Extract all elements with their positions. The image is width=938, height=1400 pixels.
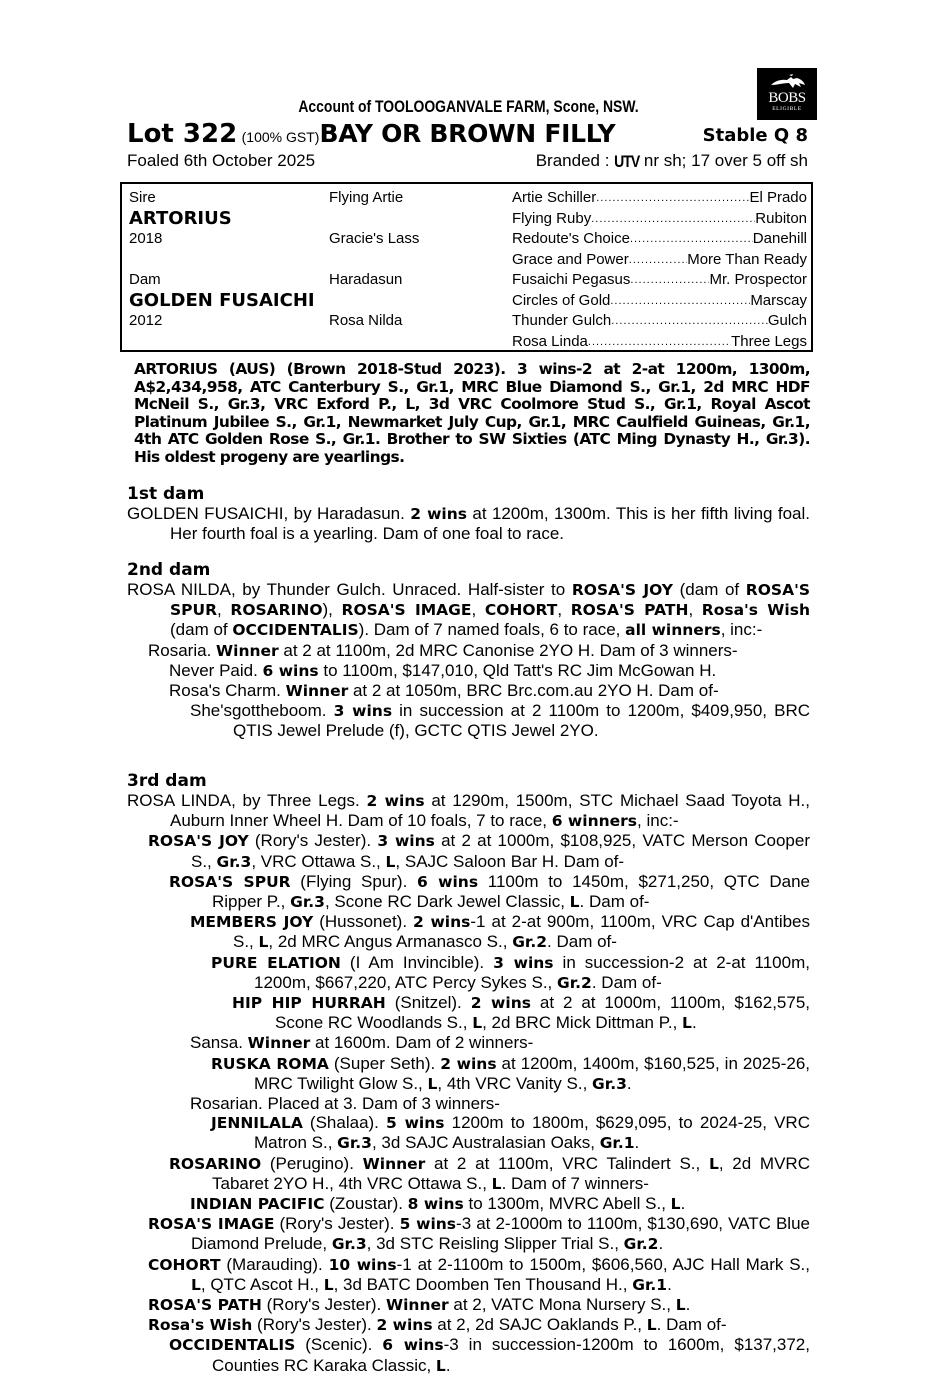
bold-highlight: Winner	[247, 1034, 311, 1053]
dam-label: Dam	[129, 271, 161, 288]
branded-detail: nr sh; 17 over 5 off sh	[639, 151, 808, 170]
section-heading: 1st dam	[127, 484, 205, 504]
lot-title-row	[127, 119, 810, 149]
bold-highlight: Winner	[386, 1296, 449, 1315]
brand-mark-icon: UTV	[614, 151, 640, 171]
bold-highlight: COHORT	[148, 1255, 221, 1274]
branded-label: Branded :	[535, 151, 615, 170]
bold-highlight: all winners	[625, 621, 721, 640]
second-dam-progeny	[127, 641, 810, 741]
stable-location: Stable Q 8	[702, 125, 808, 146]
bold-highlight: Winner	[362, 1154, 426, 1173]
bold-highlight: L	[491, 1174, 502, 1193]
dam-name: GOLDEN FUSAICHI	[129, 289, 315, 311]
bold-highlight: OCCIDENTALIS	[232, 621, 359, 640]
bold-highlight: L	[435, 1356, 446, 1375]
progeny-entry: ROSA'S PATH (Rory's Jester). Winner at 2, VATC Mona Nursery S., L.	[148, 1295, 691, 1315]
progeny-entry: Rosa's Wish (Rory's Jester). 2 wins at 2, 2d SAJC Oaklands P., L. Dam of-	[148, 1315, 727, 1335]
lot-number: Lot 322	[127, 119, 238, 149]
third-dam-section	[127, 772, 810, 1376]
third-dam-intro: ROSA LINDA, by Three Legs. 2 wins at 1290m, 1500m, STC Michael Saad Toyota H., Auburn Inner Wheel H. Dam of 10 foals, 7 to race, 6 winners, inc:-	[127, 791, 810, 831]
progeny-entry: ROSA'S IMAGE (Rory's Jester). 5 wins-3 at 2-1000m to 1100m, $130,690, VATC Blue Diamond Prelude, Gr.3, 3d STC Reisling Slipper Trial S., Gr.2.	[148, 1214, 810, 1254]
second-dam-intro: ROSA NILDA, by Thunder Gulch. Unraced. Half-sister to ROSA'S JOY (dam of ROSA'S SPUR, ROSARINO), ROSA'S IMAGE, COHORT, ROSA'S PATH, Rosa's Wish (dam of OCCIDENTALIS). Dam of 7 named foals, 6 to race, all winners, inc:-	[127, 580, 810, 640]
bold-highlight: L	[323, 1275, 334, 1294]
progeny-entry: Rosa's Charm. Winner at 2 at 1050m, BRC Brc.com.au 2YO H. Dam of-	[169, 681, 719, 701]
great-grandparent: Fusaichi Pegasus ..... Mr. Prospector	[512, 270, 807, 291]
bold-highlight: ROSA'S SPUR	[169, 872, 291, 891]
bold-highlight: Gr.3	[216, 852, 252, 871]
bold-highlight: Gr.2	[512, 933, 548, 952]
progeny-entry: ROSARINO (Perugino). Winner at 2 at 1100m, VRC Talindert S., L, 2d MVRC Tabaret 2YO H., 4th VRC Ottawa S., L. Dam of 7 winners-	[169, 1153, 810, 1193]
vendor-account: Account of TOOLOOGANVALE FARM, Scone, NSW.	[298, 97, 639, 116]
bold-highlight: 2 wins	[410, 505, 467, 523]
bold-highlight: L	[472, 1014, 483, 1033]
bold-highlight: RUSKA ROMA	[211, 1054, 329, 1073]
second-dam-section	[127, 561, 810, 741]
bold-highlight: L	[569, 893, 580, 912]
progeny-entry: MEMBERS JOY (Hussonet). 2 wins-1 at 2-at 900m, 1100m, VRC Cap d'Antibes S., L, 2d MRC Angus Armanasco S., Gr.2. Dam of-	[190, 912, 811, 952]
bold-highlight: 2 wins	[413, 913, 471, 932]
bold-highlight: 6 winners	[551, 812, 638, 831]
bold-highlight: L	[385, 852, 396, 871]
bold-highlight: Gr.3	[592, 1074, 627, 1093]
bold-highlight: ROSARINO	[230, 601, 323, 620]
sire-label: Sire	[129, 189, 156, 206]
bold-highlight: L	[258, 933, 269, 952]
bold-highlight: Winner	[285, 682, 349, 701]
pedigree-table	[120, 182, 813, 352]
bold-highlight: OCCIDENTALIS	[169, 1336, 296, 1355]
bold-highlight: ROSA'S SPUR	[170, 581, 810, 620]
section-heading: 3rd dam	[127, 771, 207, 791]
great-grandparent: Rosa Linda ..... Three Legs	[512, 332, 807, 353]
bold-highlight: L	[427, 1074, 438, 1093]
bold-highlight: ROSA'S IMAGE	[341, 601, 472, 620]
bold-highlight: 8 wins	[407, 1195, 464, 1214]
third-dam-progeny	[127, 831, 810, 1375]
bold-highlight: JENNILALA	[211, 1114, 303, 1133]
progeny-entry: She'sgottheboom. 3 wins in succession at 2 1100m to 1200m, $409,950, BRC QTIS Jewel Prelude (f), GCTC QTIS Jewel 2YO.	[190, 701, 810, 741]
gst-note: (100% GST)	[241, 129, 320, 145]
bold-highlight: INDIAN PACIFIC	[190, 1195, 325, 1214]
bold-highlight: 2 wins	[366, 792, 425, 810]
bold-highlight: Gr.2	[623, 1235, 659, 1254]
logo-text-bobs: BOBS	[768, 90, 806, 106]
bold-highlight: Gr.1	[632, 1275, 668, 1294]
logo-text-eligible: ELIGIBLE	[772, 106, 802, 112]
bobs-eligible-logo	[757, 68, 817, 120]
sire-year: 2018	[129, 230, 163, 247]
bold-highlight: L	[682, 1014, 692, 1033]
bold-highlight: 6 wins	[382, 1336, 444, 1355]
bold-highlight: Gr.3	[337, 1134, 372, 1153]
bold-highlight: 2 wins	[440, 1054, 497, 1073]
bold-highlight: Gr.3	[331, 1235, 367, 1254]
bold-highlight: Gr.3	[290, 893, 325, 912]
first-dam-section	[127, 485, 810, 543]
bold-highlight: L	[708, 1154, 719, 1173]
bold-highlight: L	[675, 1296, 686, 1315]
bold-highlight: 5 wins	[399, 1215, 457, 1234]
foaled-row	[127, 151, 810, 171]
pedigree-parents	[129, 188, 329, 332]
bold-highlight: 3 wins	[333, 702, 393, 721]
great-grandparent: Flying Ruby ..... Rubiton	[512, 209, 807, 230]
branding	[536, 151, 808, 171]
great-grandparent: Thunder Gulch ..... Gulch	[512, 311, 807, 332]
bold-highlight: L	[670, 1195, 681, 1214]
great-grandparent: Artie Schiller ..... El Prado	[512, 188, 807, 209]
progeny-entry: ROSA'S JOY (Rory's Jester). 3 wins at 2 at 1000m, $108,925, VATC Merson Cooper S., Gr.3, VRC Ottawa S., L, SAJC Saloon Bar H. Dam of-	[148, 831, 810, 871]
pedigree-great-grandparents	[512, 188, 807, 352]
bold-highlight: 5 wins	[386, 1114, 445, 1133]
grandparent: Gracie's Lass	[329, 230, 420, 247]
bold-highlight: Rosa's Wish	[701, 601, 810, 620]
great-grandparent: Grace and Power ..... More Than Ready	[512, 250, 807, 271]
dam-year: 2012	[129, 312, 163, 329]
pedigree-grandparents	[329, 188, 509, 332]
bold-highlight: HIP HIP HURRAH	[232, 994, 386, 1013]
bold-highlight: ROSA'S JOY	[571, 581, 673, 599]
bold-highlight: ROSA'S IMAGE	[148, 1215, 275, 1234]
progeny-entry: INDIAN PACIFIC (Zoustar). 8 wins to 1300m, MVRC Abell S., L.	[190, 1194, 686, 1214]
bold-highlight: 2 wins	[376, 1316, 433, 1335]
great-grandparent: Redoute's Choice ..... Danehill	[512, 229, 807, 250]
sire-name: ARTORIUS	[129, 207, 232, 229]
bold-highlight: Gr.1	[599, 1134, 635, 1153]
bold-highlight: 6 wins	[417, 872, 479, 891]
bold-highlight: ROSA'S JOY	[148, 832, 249, 851]
bold-highlight: 3 wins	[493, 953, 554, 972]
bold-highlight: Gr.2	[557, 973, 592, 992]
foaled-date: Foaled 6th October 2025	[127, 151, 316, 170]
section-heading: 2nd dam	[127, 560, 211, 580]
bold-highlight: ROSARINO	[169, 1154, 262, 1173]
grandparent: Haradasun	[329, 271, 403, 288]
bold-highlight: L	[646, 1316, 657, 1335]
progeny-entry: OCCIDENTALIS (Scenic). 6 wins-3 in succession-1200m to 1600m, $137,372, Counties RC Karaka Classic, L.	[169, 1335, 810, 1375]
progeny-entry: RUSKA ROMA (Super Seth). 2 wins at 1200m, 1400m, $160,525, in 2025-26, MRC Twilight Glow S., L, 4th VRC Vanity S., Gr.3.	[211, 1053, 810, 1093]
bold-highlight: Rosa's Wish	[148, 1316, 253, 1335]
bobs-horse-icon	[767, 73, 807, 91]
progeny-entry: HIP HIP HURRAH (Snitzel). 2 wins at 2 at 1000m, 1100m, $162,575, Scone RC Woodlands S., L, 2d BRC Mick Dittman P., L.	[232, 993, 811, 1033]
bold-highlight: 3 wins	[377, 832, 435, 851]
bold-highlight: COHORT	[484, 601, 558, 620]
progeny-entry: COHORT (Marauding). 10 wins-1 at 2-1100m to 1500m, $606,560, AJC Hall Mark S., L, QTC Ascot H., L, 3d BATC Doomben Ten Thousand H., Gr.1.	[148, 1254, 810, 1294]
bold-highlight: ROSA'S PATH	[148, 1296, 262, 1315]
bold-highlight: 6 wins	[262, 661, 319, 680]
bold-highlight: 10 wins	[328, 1255, 397, 1274]
progeny-entry: Rosarian. Placed at 3. Dam of 3 winners-	[190, 1094, 500, 1114]
bold-highlight: ROSA'S PATH	[570, 601, 689, 620]
progeny-entry: JENNILALA (Shalaa). 5 wins 1200m to 1800m, $629,095, to 2024-25, VRC Matron S., Gr.3, 3d SAJC Australasian Oaks, Gr.1.	[211, 1113, 810, 1153]
grandparent: Rosa Nilda	[329, 312, 403, 329]
bold-highlight: 2 wins	[470, 994, 531, 1013]
progeny-entry: Sansa. Winner at 1600m. Dam of 2 winners-	[190, 1033, 534, 1053]
bold-highlight: Winner	[216, 641, 279, 660]
first-dam-text: GOLDEN FUSAICHI, by Haradasun. 2 wins at 1200m, 1300m. This is her fifth living foal. Her fourth foal is a yearling. Dam of one foal to race.	[127, 504, 810, 544]
progeny-entry: ROSA'S SPUR (Flying Spur). 6 wins 1100m to 1450m, $271,250, QTC Dane Ripper P., Gr.3, Scone RC Dark Jewel Classic, L. Dam of-	[169, 871, 811, 912]
progeny-entry: Never Paid. 6 wins to 1100m, $147,010, Qld Tatt's RC Jim McGowan H.	[169, 660, 717, 680]
great-grandparent: Circles of Gold ..... Marscay	[512, 291, 807, 312]
progeny-entry: PURE ELATION (I Am Invincible). 3 wins in succession-2 at 2-at 1100m, 1200m, $667,220, ATC Percy Sykes S., Gr.2. Dam of-	[211, 952, 810, 992]
lot-description: BAY OR BROWN FILLY	[319, 119, 616, 148]
bold-highlight: L	[191, 1275, 201, 1294]
progeny-entry: Rosaria. Winner at 2 at 1100m, 2d MRC Canonise 2YO H. Dam of 3 winners-	[148, 640, 738, 660]
grandparent: Flying Artie	[329, 189, 404, 206]
bold-highlight: PURE ELATION	[211, 953, 341, 972]
bold-highlight: MEMBERS JOY	[190, 913, 314, 932]
sire-summary: ARTORIUS (AUS) (Brown 2018-Stud 2023). 3 wins-2 at 2-at 1200m, 1300m, A$2,434,958, ATC Canterbury S., Gr.1, MRC Blue Diamond S., Gr.1, 2d MRC HDF McNeil S., Gr.3, VRC Exford P., L, 3d VRC Coolmore Stud S., Gr.1, Royal Ascot Platinum Jubilee S., Gr.1, Newmarket July Cup, Gr.1, MRC Caulfield Guineas, Gr.1, 4th ATC Golden Rose S., Gr.1. Brother to SW Sixties (ATC Ming Dynasty H., Gr.3). His oldest progeny are yearlings.	[134, 360, 810, 466]
